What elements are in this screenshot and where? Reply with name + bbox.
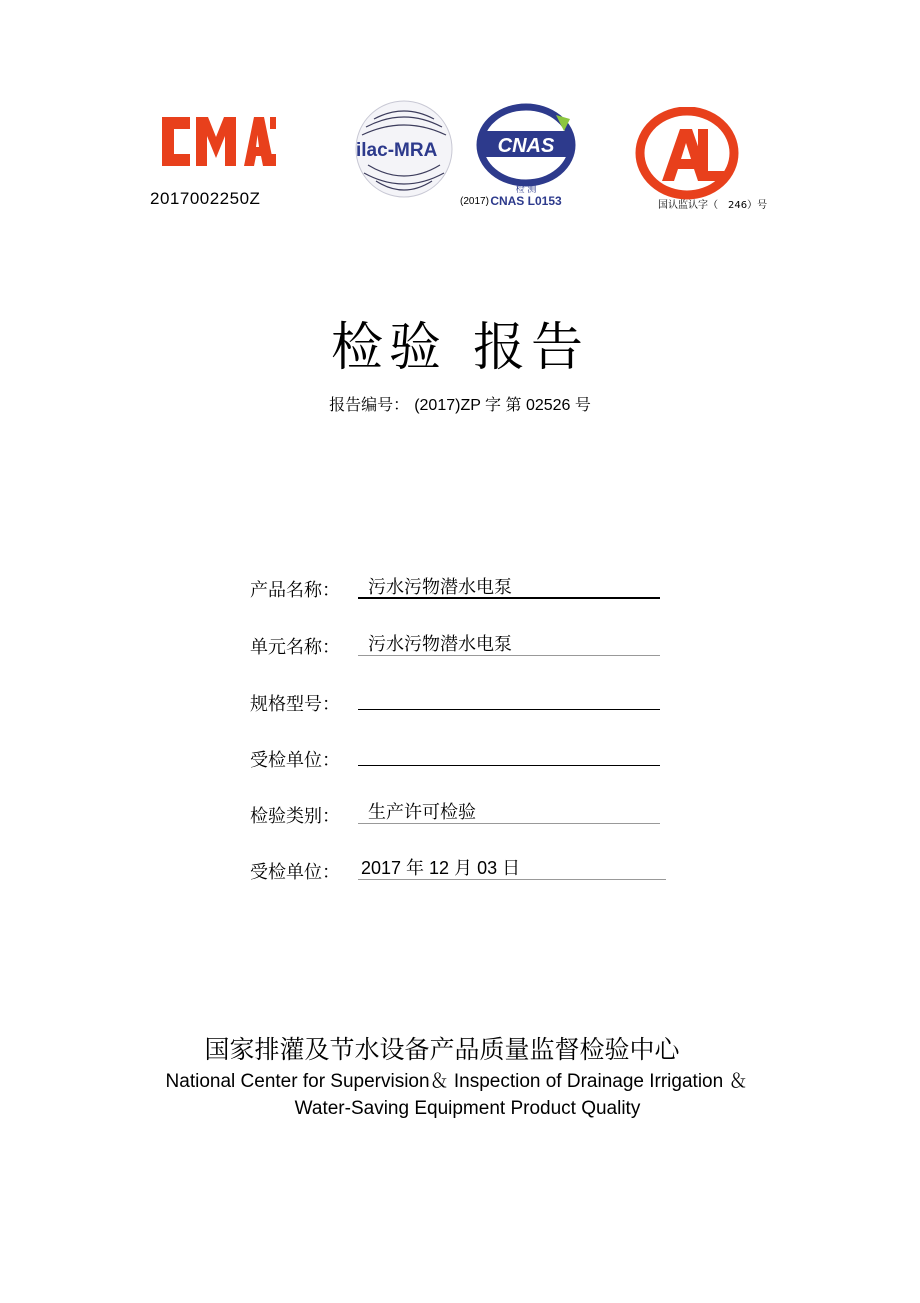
- ilac-mra-logo: [348, 95, 461, 203]
- svg-text:ilac-MRA: ilac-MRA: [356, 140, 438, 161]
- cal-certificate-number: 国认监认字（ 246）号: [658, 200, 768, 211]
- organization-name-en-line2: Water-Saving Equipment Product Quality: [294, 1098, 641, 1119]
- organization-name-cn: 国家排灌及节水设备产品质量监督检验中心: [204, 1035, 680, 1064]
- title-part-2: 报告: [473, 318, 590, 378]
- ilac-certificate-year: (2017): [460, 196, 489, 207]
- unit-name-value: 污水污物潜水电泵: [358, 630, 660, 656]
- product-name-label: 产品名称：: [250, 580, 340, 601]
- title-part-1: 检验: [330, 318, 447, 378]
- ilac-mra-logo-icon: [348, 95, 461, 203]
- cnas-logo: [471, 103, 581, 211]
- cal-logo: [632, 107, 742, 200]
- inspected-unit-value: [358, 740, 660, 766]
- report-number: [0, 392, 920, 415]
- svg-text:CNAS L0153: CNAS L0153: [490, 194, 562, 208]
- model-spec-label: 规格型号：: [250, 694, 340, 715]
- organization-name-en-line1: National Center for Supervision＆ Inspection of Drainage Irrigation ＆: [165, 1071, 748, 1092]
- inspected-unit-label: 受检单位：: [250, 750, 340, 771]
- model-spec-value: [358, 684, 660, 710]
- report-number-label: 报告编号：: [329, 395, 410, 414]
- inspection-type-label: 检验类别：: [250, 806, 340, 827]
- cal-logo-icon: [632, 107, 742, 200]
- svg-text:检 测: 检 测: [515, 185, 537, 195]
- inspection-date-value: 2017 年 12 月 03 日: [358, 854, 666, 880]
- page-title: [0, 305, 920, 380]
- cma-certificate-number: 2017002250Z: [150, 189, 261, 208]
- cnas-logo-icon: [471, 103, 581, 211]
- inspection-type-value: 生产许可检验: [358, 798, 660, 824]
- cma-logo: [152, 99, 283, 184]
- unit-name-label: 单元名称：: [250, 637, 340, 658]
- product-name-value: 污水污物潜水电泵: [358, 573, 660, 599]
- inspection-date-label: 受检单位：: [250, 862, 340, 883]
- svg-text:CNAS: CNAS: [497, 135, 555, 157]
- report-number-value: (2017)ZP 字 第 02526 号: [414, 397, 591, 414]
- cma-logo-icon: [152, 99, 283, 184]
